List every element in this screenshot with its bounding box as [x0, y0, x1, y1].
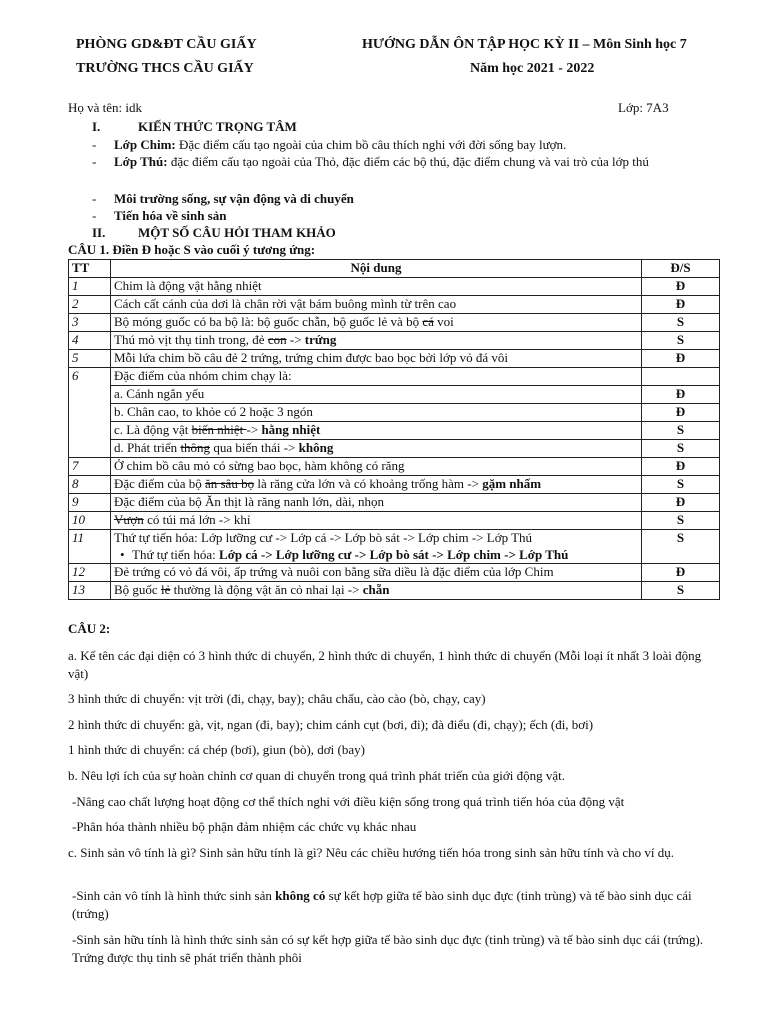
col-header-content: Nội dung — [111, 260, 642, 278]
row-answer: S — [642, 530, 720, 564]
table-row — [69, 564, 720, 582]
table-row — [69, 582, 720, 600]
section-1-item: - Môi trường sống, sự vận động và di chuyển — [92, 191, 354, 206]
school-name: TRƯỜNG THCS CẦU GIẤY — [76, 61, 254, 76]
section-1-title: KIẾN THỨC TRỌNG TÂM — [138, 119, 297, 134]
row-answer: Đ — [642, 386, 720, 404]
row-answer: Đ — [642, 564, 720, 582]
row-content: Vượn có túi má lớn -> khỉ — [111, 512, 642, 530]
student-class: Lớp: 7A3 — [618, 100, 669, 115]
question-2-title: CÂU 2: — [68, 621, 111, 636]
question-1-title: CÂU 1. Điền Đ hoặc S vào cuối ý tương ứng: — [68, 242, 316, 257]
row-content: Đặc điểm của nhóm chim chạy là: — [111, 368, 642, 386]
row-content: Ở chim bồ câu mỏ có sừng bao bọc, hàm không có răng — [111, 458, 642, 476]
row-answer: S — [642, 512, 720, 530]
table-row — [69, 314, 720, 332]
row-number: 6 — [69, 368, 111, 458]
table-row — [69, 512, 720, 530]
row-number: 2 — [69, 296, 111, 314]
row-content: Bộ móng guốc có ba bộ là: bộ guốc chẵn, bộ guốc lẻ và bộ cá voi — [111, 314, 642, 332]
table-header-row — [69, 260, 720, 278]
question-2c: c. Sinh sản vô tính là gì? Sinh sản hữu tính là gì? Nêu các chiều hướng tiến hóa trong sinh sản hữu tính và cho ví dụ. — [68, 845, 675, 860]
table-row — [69, 440, 720, 458]
row-answer: S — [642, 440, 720, 458]
row-number: 4 — [69, 332, 111, 350]
row-answer: Đ — [642, 296, 720, 314]
row-number: 12 — [69, 564, 111, 582]
row-content: Thú mỏ vịt thụ tinh trong, đẻ con -> trứng — [111, 332, 642, 350]
answer-2b-line2: -Phân hóa thành nhiều bộ phận đảm nhiệm các chức vụ khác nhau — [72, 819, 417, 834]
row-answer: S — [642, 314, 720, 332]
table-row — [69, 494, 720, 512]
section-2-number: II. — [92, 225, 106, 240]
table-row — [69, 458, 720, 476]
row-answer: S — [642, 476, 720, 494]
section-1-item: - Lớp Chim: Đặc điểm cấu tạo ngoài của chim bồ câu thích nghi với đời sống bay lượn. — [92, 137, 567, 152]
table-row — [69, 386, 720, 404]
row-content: Mỗi lứa chim bồ câu đẻ 2 trứng, trứng chim được bao bọc bởi lớp vỏ đá vôi — [111, 350, 642, 368]
row-answer: Đ — [642, 278, 720, 296]
answer-2a-line1: 3 hình thức di chuyển: vịt trời (đi, chạy, bay); châu chấu, cào cào (bò, chạy, cay) — [68, 691, 486, 706]
row-answer: Đ — [642, 494, 720, 512]
table-row — [69, 404, 720, 422]
row-number: 7 — [69, 458, 111, 476]
answer-2b-line1: -Nâng cao chất lượng hoạt động cơ thể thích nghi với điều kiện sống trong quá trình tiến hóa của động vật — [72, 794, 625, 809]
row-answer: S — [642, 332, 720, 350]
col-header-tt: TT — [69, 260, 111, 278]
answer-2c-line1: -Sinh cản vô tính là hình thức sinh sản không có sự kết hợp giữa tế bào sinh dục đực (tinh trùng) và tế bào sinh dục cái (trứng) — [72, 888, 692, 921]
row-answer: S — [642, 582, 720, 600]
table-row — [69, 332, 720, 350]
answer-2a-line2: 2 hình thức di chuyển: gà, vịt, ngan (đi, bay); chim cánh cụt (bơi, đi); đà điểu (đi, chạy); ếch (đi, bơi) — [68, 717, 594, 732]
table-row — [69, 350, 720, 368]
section-1-item: - Tiến hóa về sinh sản — [92, 208, 227, 223]
row-number: 11 — [69, 530, 111, 564]
table-row — [69, 368, 720, 386]
table-row — [69, 422, 720, 440]
row-correction: • Thứ tự tiến hóa: Lớp cá -> Lớp lưỡng cư -> Lớp bò sát -> Lớp chim -> Lớp Thú — [114, 547, 638, 564]
row-content: Đẻ trứng có vỏ đá vôi, ấp trứng và nuôi con bằng sữa diều là đặc điểm của lớp Chim — [111, 564, 642, 582]
row-answer: Đ — [642, 350, 720, 368]
row-content: a. Cánh ngắn yếu — [111, 386, 642, 404]
question-2b: b. Nêu lợi ích của sự hoàn chỉnh cơ quan di chuyển trong quá trình phát triển của giới động vật. — [68, 768, 565, 783]
row-number: 8 — [69, 476, 111, 494]
true-false-table — [68, 259, 720, 600]
school-year: Năm học 2021 - 2022 — [470, 61, 595, 76]
row-content: d. Phát triển thông qua biến thái -> không — [111, 440, 642, 458]
row-content: Cách cất cánh của dơi là chân rời vật bám buông mình từ trên cao — [111, 296, 642, 314]
row-number: 13 — [69, 582, 111, 600]
row-answer: S — [642, 422, 720, 440]
section-1-item: - Lớp Thú: đặc điểm cấu tạo ngoài của Thỏ, đặc điểm các bộ thú, đặc điểm chung và vai trò của lớp thú — [92, 154, 649, 169]
row-number: 9 — [69, 494, 111, 512]
row-number: 5 — [69, 350, 111, 368]
section-2-title: MỘT SỐ CÂU HỎI THAM KHẢO — [138, 225, 336, 240]
department-name: PHÒNG GD&ĐT CẦU GIẤY — [76, 37, 257, 52]
row-content — [111, 530, 642, 564]
row-content: Đặc điểm của bộ Ăn thịt là răng nanh lớn, dài, nhọn — [111, 494, 642, 512]
table-row — [69, 476, 720, 494]
table-row — [69, 296, 720, 314]
row-content: c. Là động vật biến nhiệt -> hằng nhiệt — [111, 422, 642, 440]
row-number: 10 — [69, 512, 111, 530]
row-answer: Đ — [642, 458, 720, 476]
row-answer: Đ — [642, 404, 720, 422]
table-row — [69, 530, 720, 564]
table-row — [69, 278, 720, 296]
row-content-line: Thứ tự tiến hóa: Lớp lưỡng cư -> Lớp cá -> Lớp bò sát -> Lớp chim -> Lớp Thú — [114, 530, 533, 545]
row-content: b. Chân cao, to khỏe có 2 hoặc 3 ngón — [111, 404, 642, 422]
question-2a: a. Kể tên các đại diện có 3 hình thức di chuyển, 2 hình thức di chuyển, 1 hình thức di chuyển (Mỗi loại ít nhất 3 loài động vật) — [68, 648, 702, 681]
student-name: Họ và tên: idk — [68, 100, 143, 115]
section-1-number: I. — [92, 119, 101, 134]
answer-2a-line3: 1 hình thức di chuyển: cá chép (bơi), giun (bò), dơi (bay) — [68, 742, 365, 757]
answer-2c-line2: -Sinh sản hữu tính là hình thức sinh sản có sự kết hợp giữa tế bào sinh dục đực (tinh trùng) và tế bào sinh dục cái (trứng). Trứng được thụ tinh sẽ phát triển thành phôi — [72, 932, 704, 965]
row-answer — [642, 368, 720, 386]
col-header-ds: Đ/S — [642, 260, 720, 278]
row-content: Đặc điểm của bộ ăn sâu bọ là răng cửa lớn và có khoảng trống hàm -> gặm nhấm — [111, 476, 642, 494]
row-number: 1 — [69, 278, 111, 296]
row-number: 3 — [69, 314, 111, 332]
document-title: HƯỚNG DẪN ÔN TẬP HỌC KỲ II – Môn Sinh học 7 — [362, 37, 687, 52]
row-content: Chim là động vật hằng nhiệt — [111, 278, 642, 296]
row-content: Bộ guốc lẻ thường là động vật ăn cỏ nhai lại -> chẵn — [111, 582, 642, 600]
